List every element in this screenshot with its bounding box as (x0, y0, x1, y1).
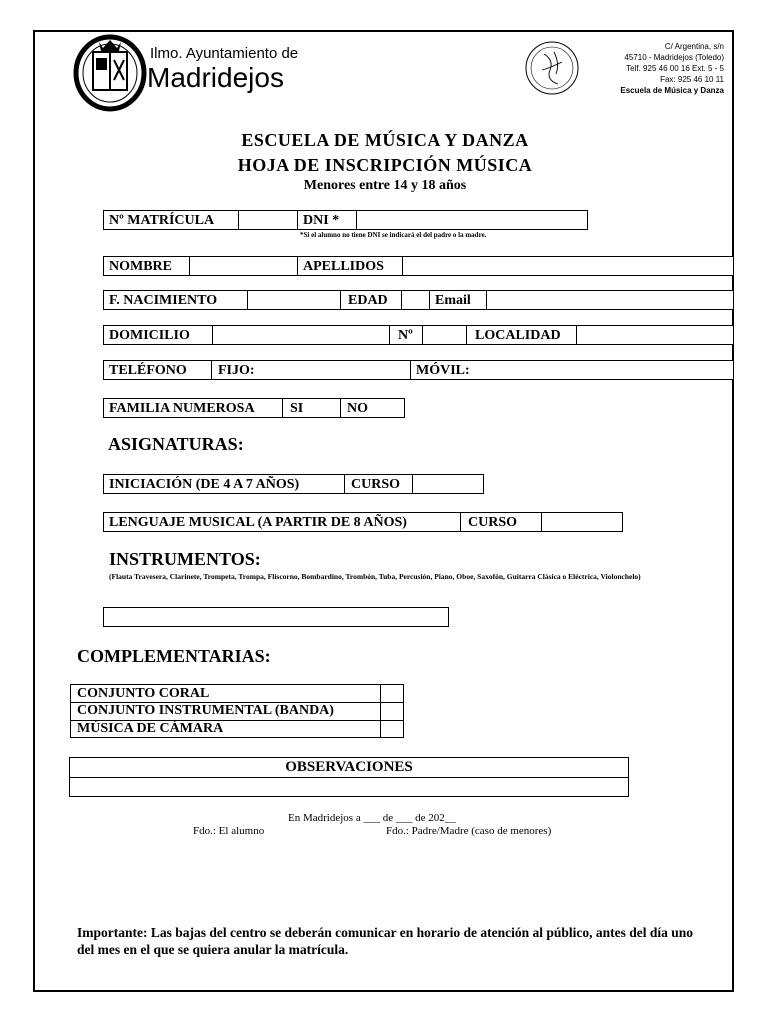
fijo-field[interactable] (264, 361, 409, 379)
iniciacion-row (103, 474, 484, 494)
complementaria-label: CONJUNTO INSTRUMENTAL (BANDA) (77, 703, 334, 718)
dni-note: *Si el alumno no tiene DNI se indicará el del padre o la madre. (300, 231, 487, 239)
nacimiento-field[interactable] (248, 291, 339, 309)
org-line2: Madridejos (147, 62, 284, 93)
school-seal-logo (524, 40, 580, 96)
complementaria-row (71, 685, 403, 703)
dni-label: DNI * (303, 213, 340, 228)
instrumento-field[interactable] (103, 607, 449, 627)
address-line: 45710 - Madridejos (Toledo) (624, 53, 724, 62)
domicilio-label: DOMICILIO (109, 328, 190, 343)
asignaturas-heading: ASIGNATURAS: (108, 434, 244, 454)
edad-label: EDAD (348, 293, 388, 308)
date-line: En Madridejos a ___ de ___ de 202__ (288, 812, 456, 824)
observaciones-box (69, 757, 629, 797)
fijo-label: FIJO: (218, 363, 255, 378)
firma-padre: Fdo.: Padre/Madre (caso de menores) (386, 825, 552, 837)
coat-of-arms-logo (73, 34, 147, 112)
lenguaje-label: LENGUAJE MUSICAL (A PARTIR DE 8 AÑOS) (109, 515, 407, 530)
nacimiento-label: F. NACIMIENTO (109, 293, 218, 308)
matricula-dni-row (103, 210, 588, 230)
nombre-label: NOMBRE (109, 259, 172, 274)
numero-label: Nº (398, 328, 413, 343)
localidad-label: LOCALIDAD (475, 328, 561, 343)
iniciacion-curso-field[interactable] (413, 475, 483, 493)
complementaria-row (71, 721, 403, 738)
matricula-field[interactable] (239, 211, 297, 229)
org-line1: Ilmo. Ayuntamiento de (150, 45, 299, 62)
complementaria-row (71, 703, 403, 720)
lenguaje-curso-field[interactable] (542, 513, 622, 531)
subtitle: Menores entre 14 y 18 años (303, 178, 467, 193)
email-field[interactable] (487, 291, 733, 309)
lenguaje-curso-label: CURSO (468, 515, 518, 530)
lenguaje-row (103, 512, 623, 532)
email-label: Email (435, 293, 471, 308)
localidad-field[interactable] (577, 326, 733, 344)
familia-label: FAMILIA NUMEROSA (109, 401, 255, 416)
matricula-label: Nº MATRÍCULA (109, 213, 215, 228)
title-line2: HOJA DE INSCRIPCIÓN MÚSICA (237, 155, 533, 175)
movil-label: MÓVIL: (416, 363, 470, 378)
observaciones-label: OBSERVACIONES (285, 759, 413, 775)
address-line: C/ Argentina, s/n (664, 42, 724, 51)
address-line: Fax: 925 46 10 11 (660, 75, 724, 84)
observaciones-field[interactable] (70, 778, 628, 796)
complementaria-checkbox[interactable] (381, 685, 403, 703)
familia-si-option[interactable]: SI (290, 401, 304, 416)
telefono-label: TELÉFONO (109, 363, 187, 378)
iniciacion-curso-label: CURSO (351, 477, 401, 492)
address-line: Escuela de Música y Danza (620, 86, 724, 95)
apellidos-field[interactable] (403, 257, 733, 275)
apellidos-label: APELLIDOS (303, 259, 384, 274)
address-line: Telf. 925 46 00 16 Ext. 5 - 5 (626, 64, 724, 73)
instrumentos-heading: INSTRUMENTOS: (109, 549, 261, 569)
address-block (620, 41, 724, 96)
edad-field[interactable] (402, 291, 428, 309)
instrumentos-list: (Flauta Travesera, Clarinete, Trompeta, Trompa, Fliscorno, Bombardino, Trombón, Tuba, Percusión, Piano, Oboe, Saxofón, Guitarra Clásica o Eléctrica, Violonchelo) (109, 572, 641, 581)
familia-row (103, 398, 405, 418)
domicilio-field[interactable] (213, 326, 388, 344)
firma-alumno: Fdo.: El alumno (193, 825, 265, 837)
complementaria-label: MÚSICA DE CÁMARA (77, 721, 224, 736)
complementarias-heading: COMPLEMENTARIAS: (77, 646, 271, 666)
nombre-field[interactable] (190, 257, 296, 275)
iniciacion-label: INICIACIÓN (DE 4 A 7 AÑOS) (109, 477, 300, 492)
complementaria-label: CONJUNTO CORAL (77, 686, 210, 701)
familia-no-option[interactable]: NO (347, 401, 368, 416)
nacimiento-row (103, 290, 734, 310)
complementarias-table (70, 684, 404, 738)
telefono-row (103, 360, 734, 380)
domicilio-row (103, 325, 734, 345)
dni-field[interactable] (357, 211, 587, 229)
important-note: Importante: Las bajas del centro se deberán comunicar en horario de atención al público, antes del día uno del mes en el que se quiera anular la matrícula. (77, 925, 694, 957)
title-line1: ESCUELA DE MÚSICA Y DANZA (241, 130, 529, 150)
numero-field[interactable] (423, 326, 465, 344)
complementaria-checkbox[interactable] (381, 703, 403, 720)
complementaria-checkbox[interactable] (381, 721, 403, 738)
nombre-row (103, 256, 734, 276)
movil-field[interactable] (484, 361, 733, 379)
